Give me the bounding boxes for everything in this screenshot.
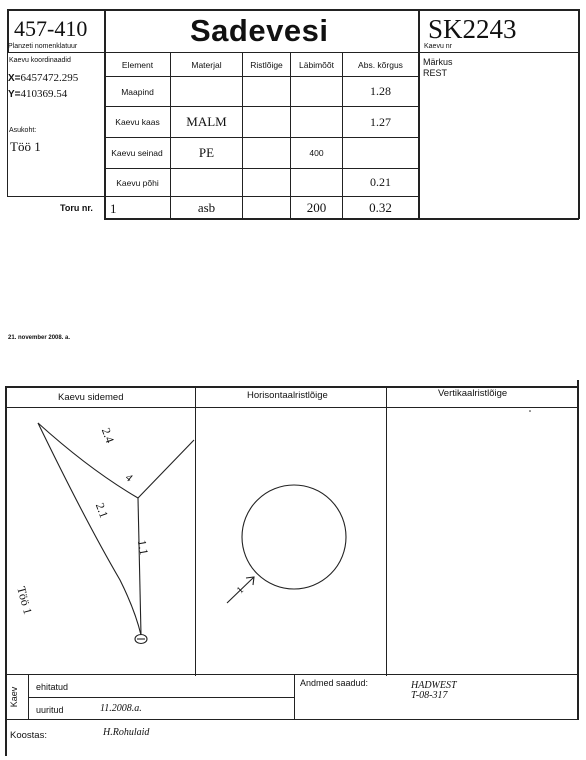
row-kaevu-seinad-element: Kaevu seinad [111,148,163,158]
author-label: Koostas: [10,730,47,741]
source-label: Andmed saadud: [300,678,369,688]
row-kaevu-pohi-element: Kaevu põhi [116,177,159,188]
sketch-note-length-3: 2.1 [92,500,112,520]
row-maapind-height: 1.28 [370,84,391,98]
built-label: ehitatud [36,682,69,692]
sketch-note-pipe: 1 [234,584,247,597]
pipe-diameter: 200 [306,199,327,215]
footer-side-label: Kaev [9,686,19,708]
remarks-value: REST [423,68,448,78]
pipe-label: Toru nr. [60,203,93,213]
sketch-note-length-2: 4 [122,471,135,485]
col-header-diameter: Läbimõõt [299,59,334,70]
pipe-number: 1 [110,201,117,216]
well-circle-icon [242,485,346,589]
surveyed-value: 11.2008.a. [100,703,142,714]
coord-x-value: 6457472.295 [20,72,79,84]
location-value: Töö 1 [10,139,41,154]
coord-x-label: X= [8,73,21,84]
well-caption: Kaevu nr [424,43,453,50]
col-header-cross-section: Ristlõige [250,59,283,70]
author-value: H.Rohulaid [103,727,150,738]
sheet-caption: Planzeti nomenklatuur [8,43,78,50]
sheet-code: 457-410 [14,16,88,41]
document-date: 21. november 2008. a. [8,335,71,341]
coords-caption: Kaevu koordinaadid [9,57,71,64]
section-vertical-title: Vertikaalristlõige [438,388,508,399]
row-kaevu-pohi-height: 0.21 [370,175,391,189]
page-title: Sadevesi [190,13,329,48]
row-kaevu-seinad-diameter: 400 [309,148,324,158]
horizontal-section-sketch [227,485,346,603]
row-maapind-element: Maapind [121,86,154,97]
col-header-element: Element [121,59,154,70]
source-value-company: HADWEST [411,680,457,691]
sketch-note-location: Töö 1 [14,584,36,616]
location-caption: Asukoht: [9,127,37,134]
sketch-note-length-1: 2.4 [98,425,118,445]
remarks-label: Märkus [423,57,453,67]
row-kaevu-kaas-material: MALM [186,114,227,129]
row-kaevu-seinad-material: PE [198,145,215,160]
surveyed-label: uuritud [36,705,64,715]
pipe-material: asb [197,199,216,215]
section-connections-title: Kaevu sidemed [58,392,124,403]
well-id: SK2243 [428,14,517,44]
coord-y-label: Y= [8,89,21,100]
row-kaevu-kaas-element: Kaevu kaas [115,117,160,127]
row-kaevu-kaas-height: 1.27 [370,114,391,129]
connections-sketch [38,423,194,644]
pipe-height: 0.32 [369,199,392,215]
coord-y-value: 410369.54 [20,88,68,100]
section-horizontal-title: Horisontaalristlõige [247,390,328,401]
source-value-job: T-08-317 [411,690,448,701]
sketch-note-length-4: 1.1 [134,538,152,557]
col-header-abs-height: Abs. kõrgus [358,59,403,70]
col-header-material: Materjal [191,59,222,70]
